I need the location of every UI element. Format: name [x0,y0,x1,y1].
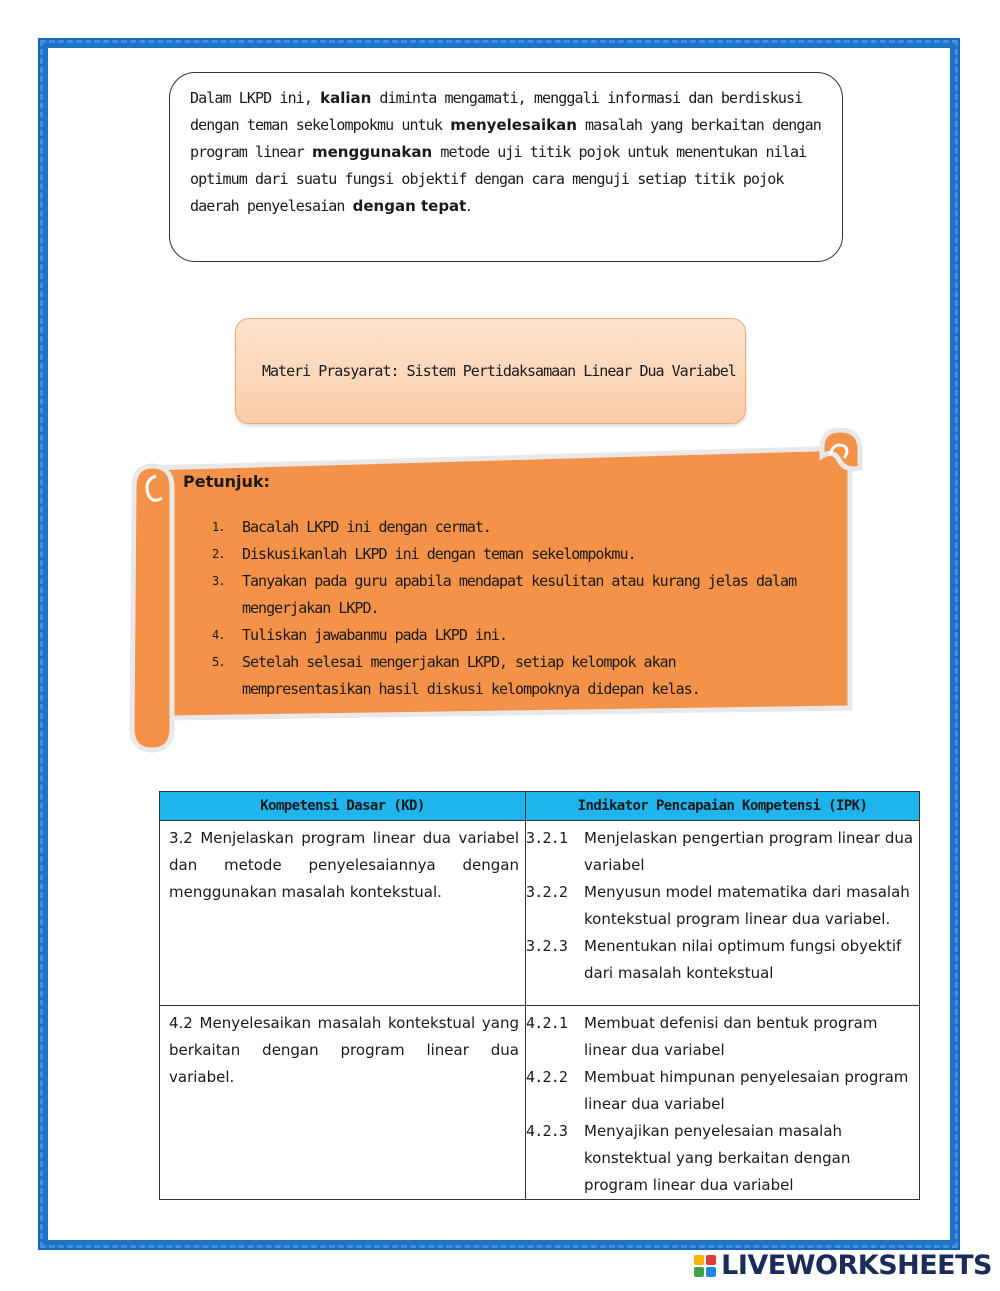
ipk-num: 4.2.2 [526,1068,568,1086]
kd-cell [160,1006,526,1200]
ipk-num: 3.2.3 [526,937,568,955]
ipk-cell [526,1006,920,1200]
intro-text-3: masalah yang berkaitan dengan program linear [190,116,821,161]
intro-bold-3: menggunakan [311,143,433,161]
header-ipk: Indikator Pencapaian Kompetensi (IPK) [526,792,920,821]
liveworksheets-watermark [694,1250,992,1281]
ipk-num: 4.2.3 [526,1122,568,1140]
ipk-item [526,1064,915,1118]
petunjuk-item [212,541,812,568]
scroll-curl-left [132,466,172,750]
petunjuk-item [212,622,812,649]
intro-bold-2: menyelesaikan [450,116,577,134]
prasyarat-text: Materi Prasyarat: Sistem Pertidaksamaan Linear Dua Variabel [262,362,736,380]
intro-text-4: metode uji titik pojok untuk menentukan nilai optimum dari suatu fungsi objektif dengan cara menguji setiap titik pojok daerah penyelesaian [190,143,807,215]
intro-text-1: Dalam LKPD ini, [190,89,321,107]
intro-bold-1: kalian [320,89,372,107]
kd-text: 4.2 Menyelesaikan masalah kontekstual yang berkaitan dengan program linear dua variabel. [169,1014,519,1086]
petunjuk-num: 2. [212,547,225,561]
header-kd: Kompetensi Dasar (KD) [160,792,526,821]
table-row [160,1006,920,1200]
liveworksheets-logo-icon [694,1255,716,1277]
intro-box [169,72,843,262]
petunjuk-num: 5. [212,655,225,669]
petunjuk-text: Bacalah LKPD ini dengan cermat. [242,518,491,536]
intro-text-5: . [466,197,472,215]
petunjuk-num: 4. [212,628,225,642]
ipk-cell [526,821,920,1006]
petunjuk-num: 1. [212,520,225,534]
ipk-text: Membuat himpunan penyelesaian program linear dua variabel [584,1068,909,1113]
kd-text: 3.2 Menjelaskan program linear dua variabel dan metode penyelesaiannya dengan menggunakan masalah kontekstual. [169,829,519,901]
ipk-item [526,933,915,987]
petunjuk-item [212,649,812,703]
ipk-item [526,1010,915,1064]
ipk-num: 4.2.1 [526,1014,568,1032]
table-row [160,821,920,1006]
ipk-item [526,825,915,879]
petunjuk-item [212,568,812,622]
ipk-num: 3.2.1 [526,829,568,847]
ipk-item [526,1118,915,1199]
ipk-text: Menyusun model matematika dari masalah kontekstual program linear dua variabel. [584,883,910,928]
ipk-text: Membuat defenisi dan bentuk program linear dua variabel [584,1014,878,1059]
ipk-num: 3.2.2 [526,883,568,901]
intro-bold-4: dengan tepat [352,197,467,215]
petunjuk-text: Tuliskan jawabanmu pada LKPD ini. [242,626,508,644]
petunjuk-item [212,514,812,541]
petunjuk-text: Setelah selesai mengerjakan LKPD, setiap kelompok akan mempresentasikan hasil diskusi kelompoknya didepan kelas. [242,653,700,698]
ipk-item [526,879,915,933]
ipk-text: Menjelaskan pengertian program linear dua variabel [584,829,914,874]
petunjuk-num: 3. [212,574,225,588]
petunjuk-text: Diskusikanlah LKPD ini dengan teman sekelompokmu. [242,545,636,563]
watermark-text: LIVEWORKSHEETS [721,1250,992,1281]
petunjuk-list [212,514,812,703]
petunjuk-text: Tanyakan pada guru apabila mendapat kesulitan atau kurang jelas dalam mengerjakan LKPD. [242,572,797,617]
competency-table [159,791,920,1200]
table-header-row [160,792,920,821]
prasyarat-box [235,318,746,424]
ipk-text: Menyajikan penyelesaian masalah konstektual yang berkaitan dengan program linear dua variabel [584,1122,851,1194]
kd-cell [160,821,526,1006]
ipk-text: Menentukan nilai optimum fungsi obyektif dari masalah kontekstual [584,937,902,982]
petunjuk-title: Petunjuk: [183,472,270,491]
intro-text-2: diminta mengamati, menggali informasi dan berdiskusi dengan teman sekelompokmu untuk [190,89,803,134]
